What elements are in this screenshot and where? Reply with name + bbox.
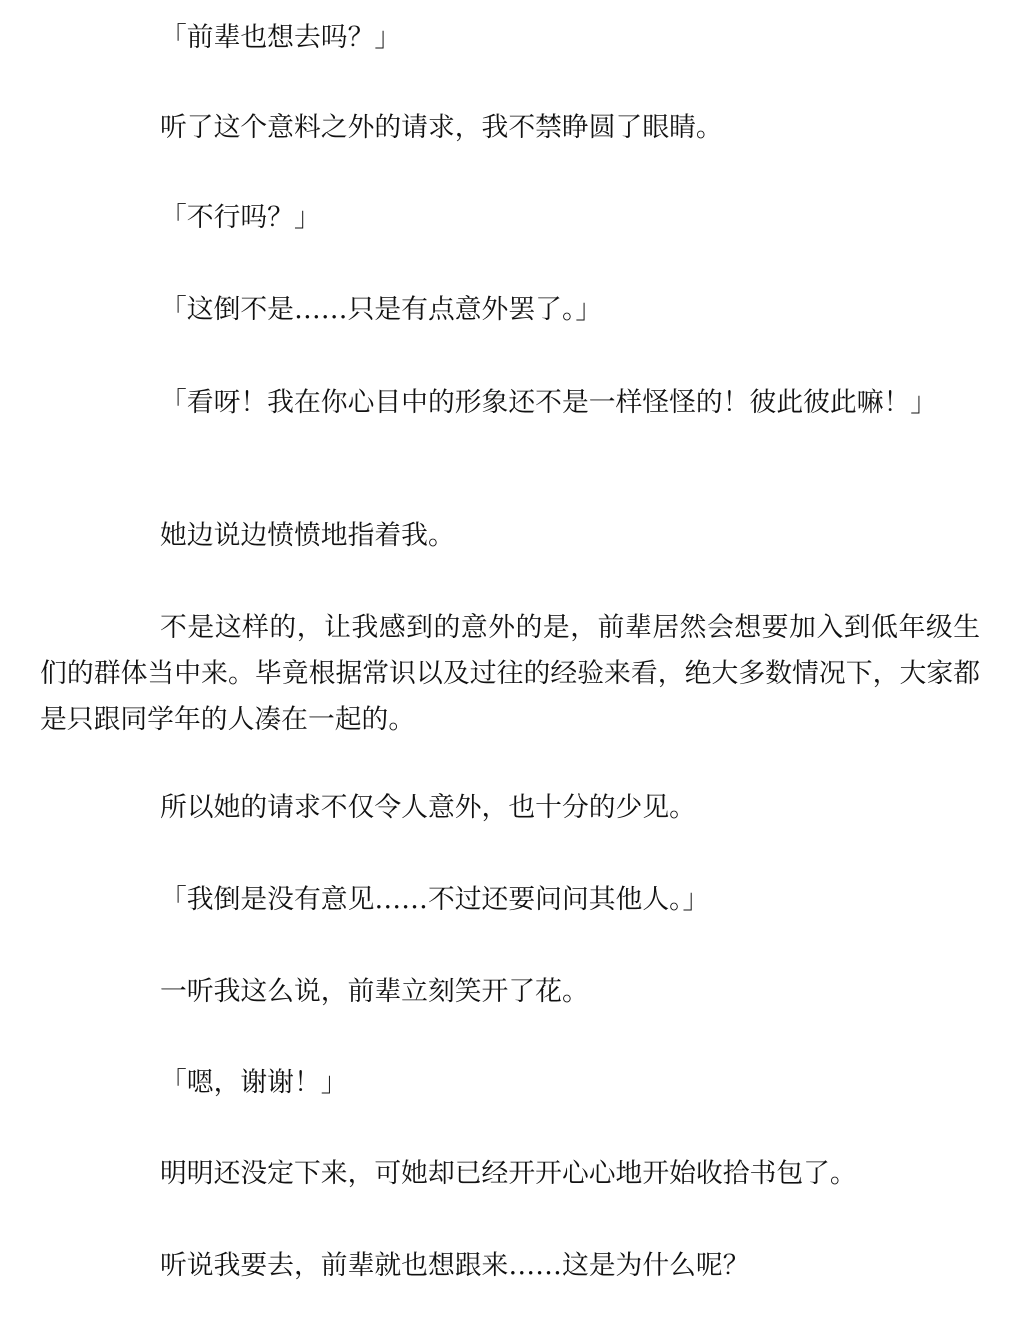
paragraph: 不是这样的，让我感到的意外的是，前辈居然会想要加入到低年级生们的群体当中来。毕竟根据常识以及过往的经验来看，绝大多数情况下，大家都是只跟同学年的人凑在一起的。: [40, 612, 980, 735]
paragraph: 「嗯，谢谢！」: [160, 1067, 348, 1098]
paragraph: 所以她的请求不仅令人意外，也十分的少见。: [160, 792, 696, 823]
paragraph: 「不行吗？」: [160, 202, 321, 233]
paragraph: 听了这个意料之外的请求，我不禁睁圆了眼睛。: [160, 112, 723, 143]
paragraph: 她边说边愤愤地指着我。: [160, 520, 455, 551]
paragraph: 明明还没定下来，可她却已经开开心心地开始收拾书包了。: [160, 1158, 857, 1189]
paragraph: 「看呀！我在你心目中的形象还不是一样怪怪的！彼此彼此嘛！」: [160, 387, 938, 418]
document-page: [40, 0, 980, 1320]
paragraph: 一听我这么说，前辈立刻笑开了花。: [160, 976, 589, 1007]
paragraph: 「这倒不是……只是有点意外罢了。」: [160, 294, 603, 325]
paragraph: 「前辈也想去吗？」: [160, 22, 402, 53]
paragraph: 「我倒是没有意见……不过还要问问其他人。」: [160, 884, 710, 915]
paragraph: 听说我要去，前辈就也想跟来……这是为什么呢？: [160, 1250, 750, 1281]
